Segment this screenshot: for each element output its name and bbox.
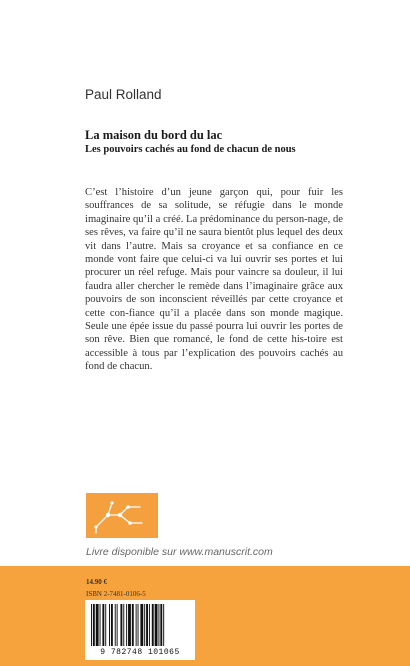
book-title: La maison du bord du lac [85,128,223,142]
isbn-text: ISBN 2-7481-0106-5 [86,590,146,598]
book-subtitle: Les pouvoirs cachés au fond de chacun de nous [85,144,296,155]
bottom-band [0,566,410,666]
barcode [85,600,195,660]
summary-text: C’est l’histoire d’un jeune garçon qui, pour fuir les souffrances de sa solitude, se réfugie dans le monde imaginaire qu’il a créé. La prédominance du person-nage, de ses rêves, va faire qu’il ne saura bientôt plus lequel des deux vit dans l’autre. Mais sa croyance et sa confiance en ce monde vont faire que celui-ci va lui ouvrir ses portes et lui procurer un réel refuge. Mais pour vaincre sa douleur, il lui faudra aller chercher le remède dans l’imaginaire grâce aux pouvoirs de son inconscient réveillés par cette croyance et cette con-fiance qu’il a placée dans son monde magique. Seule une épée issue du passé pourra lui ouvrir les portes de son rêve. Bien que romancé, le fond de cette his-toire est accessible à tous par l’explication des pouvoirs cachés au fond de chacun. [85,187,343,373]
title-block [85,127,385,157]
barcode-digits: 9 782748 101065 [100,648,180,657]
antenna-icon [140,493,156,540]
price-text: 14.90 € [86,578,107,586]
author-name: Paul Rolland [85,87,162,102]
summary-block [85,186,343,374]
availability-text: Livre disponible sur www.manuscrit.com [86,546,273,558]
barcode-icon [91,604,189,646]
